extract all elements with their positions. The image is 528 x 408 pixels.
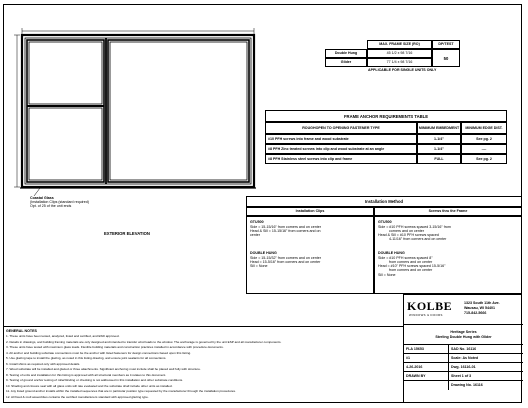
callout-line-3: Opt. of 25 of the unit ends	[30, 204, 72, 208]
field-row	[404, 372, 523, 381]
rating-note: APPLICABLE FOR SINGLE UNITS ONLY	[368, 68, 437, 72]
install-left-line: Head = 15-5/16" from corners and on center	[250, 260, 321, 264]
field-value: SAD No. 16116	[451, 347, 477, 351]
project-line: Sterling Double Hung with Glider	[435, 335, 492, 339]
install-right-head: DOUBLE HUNG	[378, 251, 405, 255]
note-item: 4. All anchor and building substrate connections must be the anchor with listed fasteners for design connections based upon this listing.	[6, 350, 192, 355]
anchor-row-edge: See pg. 2	[461, 134, 507, 144]
field-label: DRAWN BY	[406, 374, 426, 378]
install-right-line: Side = #10 PFH screws spaced 8"	[378, 256, 433, 260]
field-label: FLA 15653	[406, 347, 424, 351]
anchor-row-edge: See pg. 2	[461, 154, 507, 164]
note-item: 3. These units have tested with maximum glass loads. Flexible building materials and construction practices installed in accordance with procedure documents.	[6, 345, 224, 349]
rating-header-size: MAX. FRAME SIZE (RO)	[367, 40, 432, 49]
field-divider	[448, 381, 449, 390]
install-right-head: GTU500	[378, 220, 392, 224]
install-right-line: Head = #10" PFH screws spaced 15-5/16"	[378, 264, 446, 268]
address-line: 715-842-5666	[464, 311, 487, 315]
anchor-row-type: #8 PFH Stainless steel screws into clip and frame	[265, 154, 417, 164]
elevation-label: EXTERIOR ELEVATION	[104, 231, 150, 236]
field-value: Scale: As Noted	[451, 356, 479, 360]
anchor-table-title: FRAME ANCHOR REQUIREMENTS TABLE	[265, 110, 507, 122]
install-col-right: Screws thru the Frame	[374, 207, 522, 216]
field-divider	[448, 354, 449, 363]
install-right-line: from corners and on center	[389, 268, 433, 272]
install-col-left: Installation Clips	[246, 207, 374, 216]
install-left-line: Sill = None	[250, 264, 268, 268]
install-left-head: GTU500	[250, 220, 264, 224]
note-item: 6. Install shims as required only with approved details.	[6, 361, 81, 366]
rating-row-label: Double Hung	[325, 49, 367, 58]
rating-header-dp: DP/TEST	[432, 40, 460, 49]
field-divider	[448, 345, 449, 354]
rating-dp-value: 50	[432, 49, 460, 67]
note-item: 5. Use glazing tape to install the glazing, as noted in this listing drawing, and ensure joint sealants for all connections.	[6, 356, 167, 360]
address-line: 1323 South 11th Ave.	[464, 301, 500, 305]
field-divider	[448, 372, 449, 381]
anchor-row-embed: 1-1/4"	[417, 144, 461, 154]
field-row	[404, 381, 523, 390]
note-item: 1. These units have been tested, analyzed, listed and certified, and ESD approved.	[6, 334, 120, 338]
rating-row-size: 77 1/4 x 98 7/16	[367, 58, 432, 67]
anchor-header-embed: MINIMUM EMBEDMENT	[417, 122, 461, 134]
anchor-header-edge: MINIMUM EDGE DIST.	[461, 122, 507, 134]
kolbe-logo: KOLBE	[407, 299, 453, 313]
notes-list	[6, 334, 402, 400]
rating-row-size: 45 1/2 x 98 7/16	[367, 49, 432, 58]
company-block	[404, 295, 523, 325]
install-right-line: 4-11/16" from corners and on center	[389, 237, 447, 241]
anchor-row-type: #10 PFH screws into frame and wood substrate	[265, 134, 417, 144]
field-row	[404, 345, 523, 354]
field-value: Sheet 1 of 3	[451, 374, 472, 378]
address-line: Wausau, WI 54401	[464, 306, 496, 310]
anchor-row-embed: FULL	[417, 154, 461, 164]
rating-row-label: Glider	[325, 58, 367, 67]
install-left-body	[246, 216, 374, 294]
field-row	[404, 363, 523, 372]
note-item: 9. Testing of ground anchor testing of rollerblinding or checking is not addressed in this installation and other substrate conditions.	[6, 378, 184, 382]
note-item: 2. Details in drawings, and building framing materials are only designed and intended to transfer wind loads to the window. The anchorage is governed by the unit ESP and all manufacturer components.	[6, 339, 282, 344]
install-title: Installation Method	[246, 196, 522, 207]
kolbe-logo-sub: WINDOWS & DOORS	[409, 313, 443, 317]
anchor-row-edge: ----	[461, 144, 507, 154]
project-block	[404, 325, 523, 345]
note-item: 8. Testing of units and installation for this listing is approved with all structural members as it relates to this document.	[6, 372, 167, 377]
field-row	[404, 354, 523, 363]
install-left-line: Head & Sill = 15-15/16" from corners and on	[250, 229, 321, 233]
anchor-row-embed: 1-1/4"	[417, 134, 461, 144]
callout-line-2: (Installation Clips (standard required)	[30, 200, 89, 204]
field-value: Drawing No. 16116	[451, 383, 483, 387]
project-line: Heritage Series	[450, 330, 477, 334]
field-value: Dwg. 16116-01	[451, 365, 476, 369]
callout-title: Coastal Glass	[30, 196, 54, 200]
note-item: 11. Any listed ground anchor installs within the installed sequences that are in particular position type requested by the manufacturer through the installation procedures.	[6, 389, 236, 393]
install-right-body	[374, 216, 522, 294]
note-item: 7. Wood substrate will be installed and glazed or three attachments. Significant anchoring must include shall be placed well fully with structure.	[6, 367, 201, 371]
field-label: #1	[406, 356, 410, 360]
general-notes	[3, 326, 403, 403]
notes-title: GENERAL NOTES	[6, 329, 37, 333]
install-right-line: from corners and on center	[389, 260, 433, 264]
anchor-header-type: ROUGHOPEN TO OPENING FASTENER TYPE	[265, 122, 417, 134]
title-block	[403, 294, 522, 403]
install-right-line: Sill = None	[378, 273, 396, 277]
note-item: 12. All fixed & mull assemblies contains the certified manufacturers standard with approved glazing type.	[6, 394, 149, 399]
fields-block	[404, 345, 523, 390]
install-right-line: Side = #10 PFH screws spaced 3-15/16" from	[378, 225, 451, 229]
install-left-line: Side = 15-15/32" from corners and on center	[250, 256, 321, 260]
field-divider	[448, 363, 449, 372]
install-left-line: Side = 15-15/16" from corners and on center	[250, 225, 321, 229]
install-right-line: corners and on center	[389, 229, 424, 233]
install-right-line: Head & Sill = #10 PFH screws spaced	[378, 233, 439, 237]
install-left-head: DOUBLE HUNG	[250, 251, 277, 255]
anchor-row-type: #8 PFH Zinc treated screws into clip and wood substrate at an angle	[265, 144, 417, 154]
field-label: 4-26-2016	[406, 365, 423, 369]
note-item: 10. Shading and closure seal with all glass units will rate evaluated and the substrate shall include other units as installed.	[6, 383, 173, 388]
install-left-line: center	[250, 233, 260, 237]
